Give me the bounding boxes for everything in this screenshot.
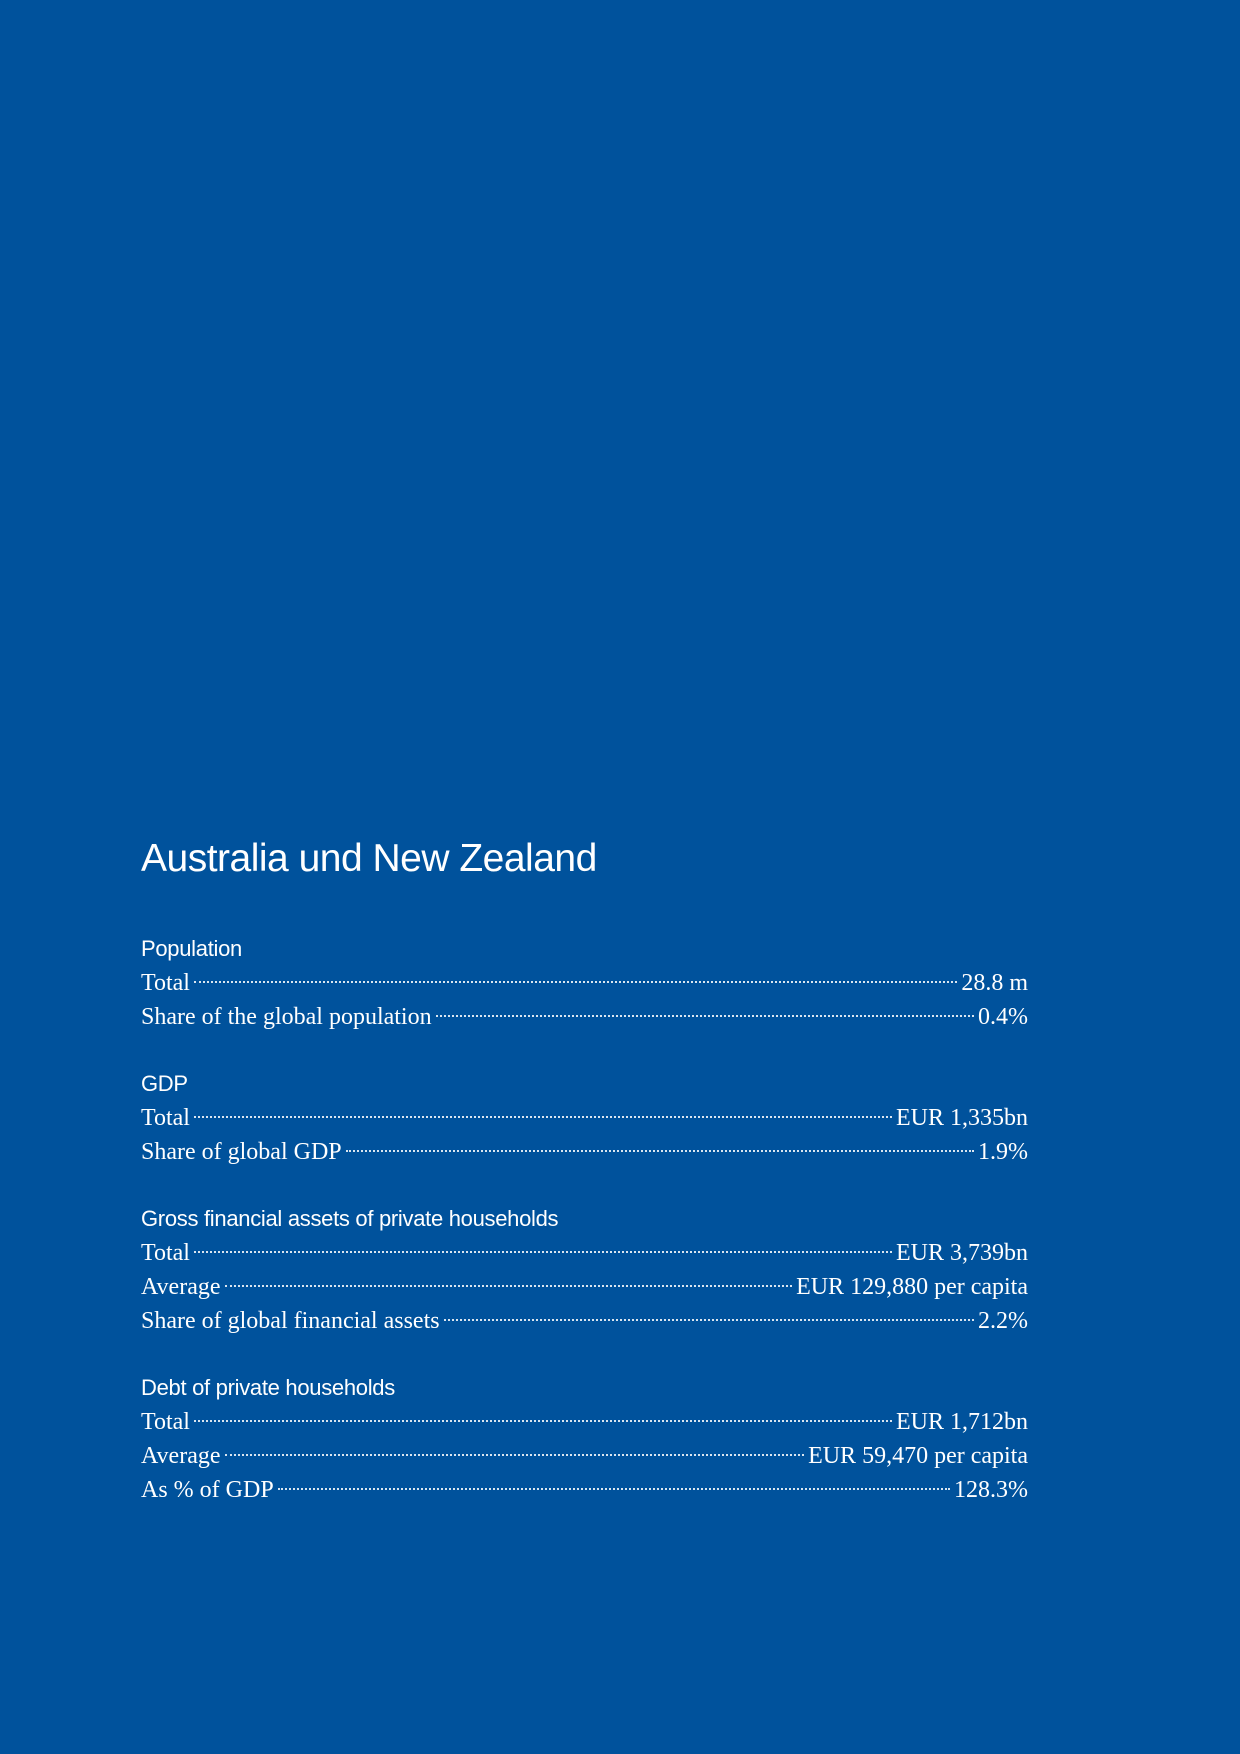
stat-value: 0.4% (978, 1004, 1028, 1030)
stat-value: EUR 3,739bn (896, 1240, 1028, 1266)
stat-value: 2.2% (978, 1308, 1028, 1334)
stat-value: 28.8 m (961, 970, 1028, 996)
dot-leader (225, 1454, 805, 1456)
stat-row (141, 966, 1028, 1000)
dot-leader (436, 1015, 974, 1017)
stat-row (141, 1236, 1028, 1270)
stat-label: Average (141, 1274, 221, 1300)
stat-row (141, 1101, 1028, 1135)
stat-row (141, 1439, 1028, 1473)
stat-row (141, 1405, 1028, 1439)
stat-row (141, 1473, 1028, 1507)
dot-leader (194, 1251, 892, 1253)
stat-label: Share of the global population (141, 1004, 432, 1030)
stat-label: Share of global GDP (141, 1139, 342, 1165)
section-heading: Population (141, 936, 242, 961)
financial-assets-section (141, 1202, 1028, 1338)
page-title: Australia und New Zealand (141, 837, 597, 880)
stat-value: 128.3% (954, 1477, 1028, 1503)
stat-value: EUR 129,880 per capita (796, 1274, 1028, 1300)
section-heading: GDP (141, 1071, 188, 1096)
stat-row (141, 1304, 1028, 1338)
section-heading: Gross financial assets of private households (141, 1206, 559, 1231)
country-factsheet (141, 836, 1028, 1540)
stat-label: Share of global financial assets (141, 1308, 440, 1334)
stat-label: Total (141, 1409, 190, 1435)
stat-row (141, 1270, 1028, 1304)
dot-leader (278, 1488, 950, 1490)
stat-value: EUR 1,335bn (896, 1105, 1028, 1131)
stat-row (141, 1000, 1028, 1034)
debt-section (141, 1371, 1028, 1507)
dot-leader (194, 981, 957, 983)
stat-value: 1.9% (978, 1139, 1028, 1165)
stat-label: Total (141, 1240, 190, 1266)
dot-leader (194, 1116, 892, 1118)
stat-value: EUR 1,712bn (896, 1409, 1028, 1435)
population-section (141, 932, 1028, 1034)
stat-label: As % of GDP (141, 1477, 274, 1503)
dot-leader (225, 1285, 793, 1287)
section-heading: Debt of private households (141, 1375, 395, 1400)
stat-label: Average (141, 1443, 221, 1469)
stat-label: Total (141, 1105, 190, 1131)
dot-leader (444, 1319, 974, 1321)
dot-leader (346, 1150, 974, 1152)
stat-value: EUR 59,470 per capita (808, 1443, 1028, 1469)
dot-leader (194, 1420, 892, 1422)
gdp-section (141, 1067, 1028, 1169)
stat-label: Total (141, 970, 190, 996)
stat-row (141, 1135, 1028, 1169)
